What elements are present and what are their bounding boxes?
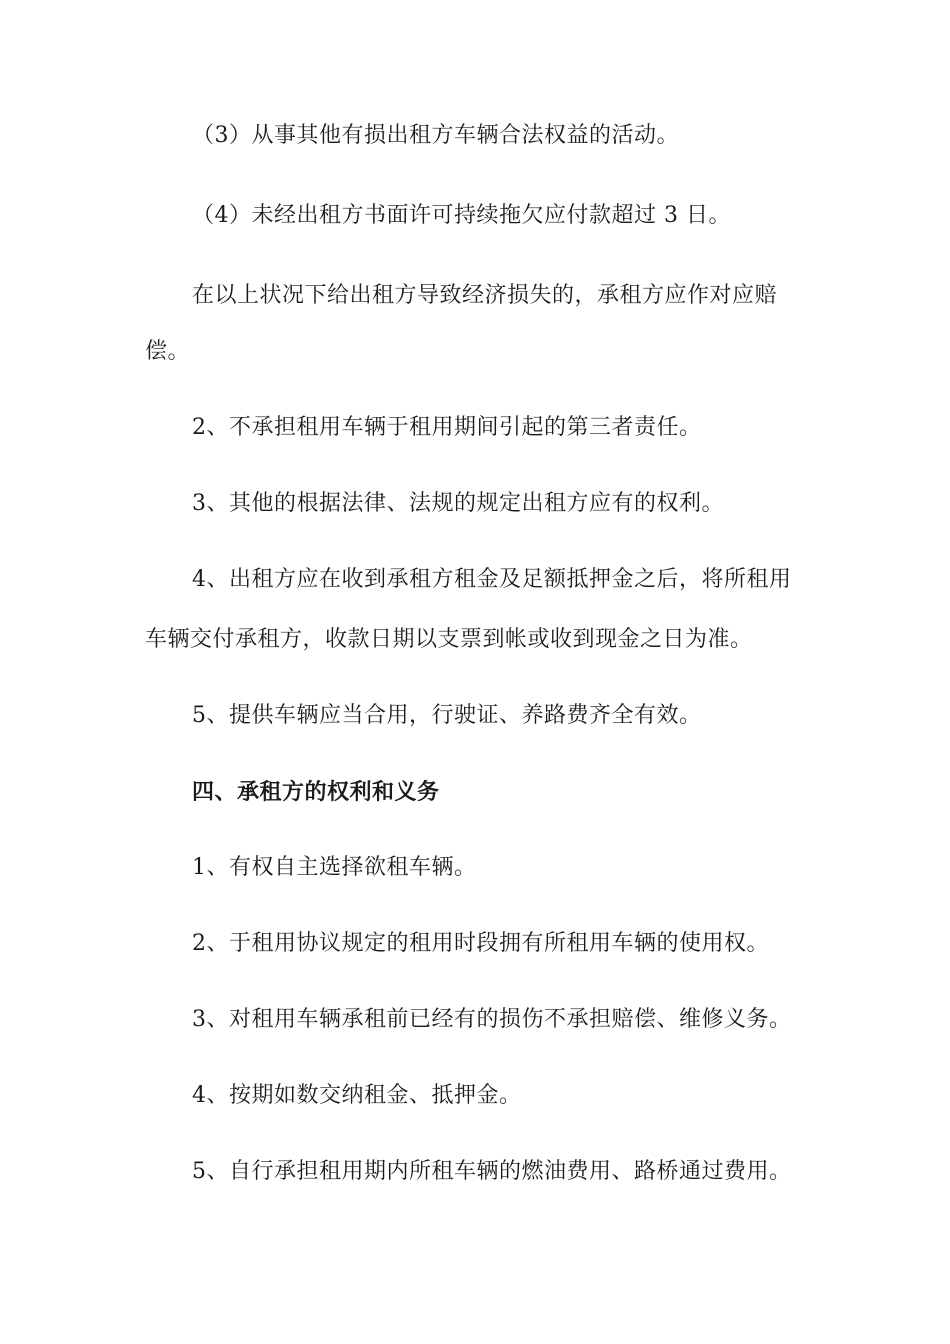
- lessee-item-1: 1、有权自主选择欲租车辆。: [192, 855, 477, 880]
- clause-3-text: （3）从事其他有损出租方车辆合法权益的活动。: [192, 123, 679, 148]
- lessor-item-5: 5、提供车辆应当合用，行驶证、养路费齐全有效。: [192, 703, 702, 728]
- lessee-item-2: 2、于租用协议规定的租用时段拥有所租用车辆的使用权。: [192, 931, 769, 956]
- lessee-item-4: 4、按期如数交纳租金、抵押金。: [192, 1083, 522, 1108]
- lessee-item-5: 5、自行承担租用期内所租车辆的燃油费用、路桥通过费用。: [192, 1159, 792, 1184]
- lessor-item-3: 3、其他的根据法律、法规的规定出租方应有的权利。: [192, 491, 724, 516]
- lessee-item-3: 3、对租用车辆承租前已经有的损伤不承担赔偿、维修义务。: [192, 1007, 792, 1032]
- clause-4-text: （4）未经出租方书面许可持续拖欠应付款超过 3 日。: [192, 203, 731, 228]
- lessor-item-4-line-1: 4、出租方应在收到承租方租金及足额抵押金之后，将所租用: [192, 567, 792, 592]
- compensation-paragraph-line-1: 在以上状况下给出租方导致经济损失的，承租方应作对应赔: [192, 283, 778, 308]
- section-heading-lessee-rights: 四、承租方的权利和义务: [192, 779, 440, 805]
- compensation-paragraph-line-2: 偿。: [145, 339, 191, 364]
- lessor-item-2: 2、不承担租用车辆于租用期间引起的第三者责任。: [192, 415, 702, 440]
- lessor-item-4-line-2: 车辆交付承租方，收款日期以支票到帐或收到现金之日为准。: [145, 627, 753, 652]
